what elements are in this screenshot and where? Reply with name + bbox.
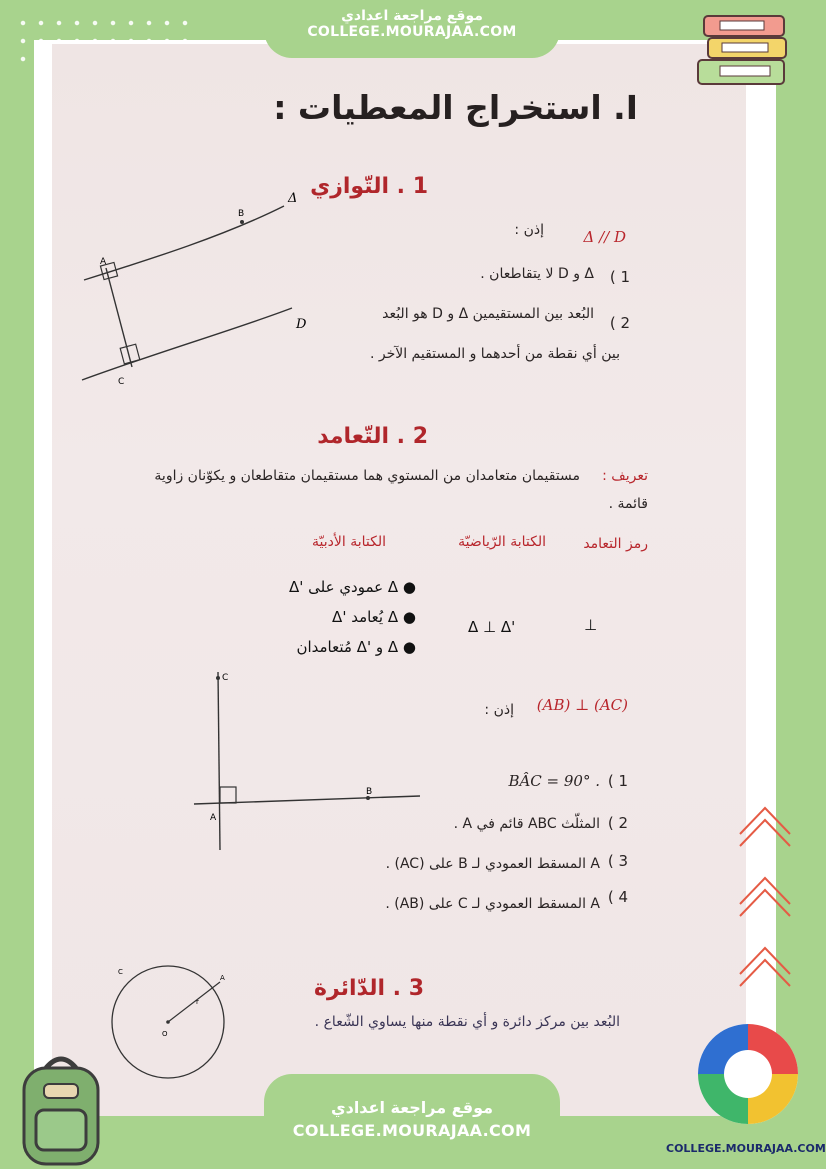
site-logo[interactable] xyxy=(694,1020,802,1128)
bottom-banner[interactable] xyxy=(264,1074,560,1169)
s2-item3-num: 3 ) xyxy=(607,852,628,870)
page-title: I. استخراج المعطيات : xyxy=(273,88,638,127)
section3-line1: البُعد بين مركز دائرة و أي نقطة منها يساوي الشّعاع . xyxy=(314,1014,620,1030)
s2-item2-text: المثلّث ABC قائم في A . xyxy=(453,816,600,832)
bullet-1: ● Δ عمودي على 'Δ xyxy=(288,578,416,596)
fig2-label-a: A xyxy=(210,813,217,823)
bullet-1-text: Δ عمودي على 'Δ xyxy=(288,578,399,596)
section1-item2-line2: بين أي نقطة من أحدهما و المستقيم الآخر . xyxy=(369,346,620,362)
s2-item4-num: 4 ) xyxy=(607,888,628,906)
section1-item2-line1: البُعد بين المستقيمين Δ و D هو البُعد xyxy=(382,306,594,322)
fig2-label-b: B xyxy=(366,787,373,797)
section1-item2-num: 2 ) xyxy=(609,314,630,332)
perp-symbol: ⊥ xyxy=(584,616,598,634)
s2-item2-num: 2 ) xyxy=(607,814,628,832)
fig1-label-b: B xyxy=(238,209,245,219)
section3-heading: 3 . الدّائرة xyxy=(314,976,424,1001)
bottom-banner-url[interactable]: COLLEGE.MOURAJAA.COM xyxy=(292,1121,532,1140)
top-banner[interactable] xyxy=(264,0,560,58)
math-writing: Δ ⊥ Δ' xyxy=(468,618,516,636)
perpendicular-figure xyxy=(190,664,430,854)
section2-def-label: تعريف : xyxy=(602,468,648,484)
fig3-label-a: A xyxy=(220,974,225,982)
bullet-2: ● Δ يُعامد 'Δ xyxy=(332,608,416,626)
fig3-label-o: O xyxy=(162,1030,168,1038)
bottom-banner-arabic: موقع مراجعة اعدادي xyxy=(330,1098,494,1117)
logo-caption[interactable]: COLLEGE.MOURAJAA.COM xyxy=(666,1142,826,1155)
section2-relation: (AB) ⊥ (AC) xyxy=(536,696,628,714)
section2-heading: 2 . التّعامد xyxy=(317,424,428,449)
circle-figure xyxy=(108,952,238,1082)
col-math-header: الكتابة الرّياضيّة xyxy=(458,534,546,550)
col-symbol-header: رمز التعامد xyxy=(583,536,648,552)
bullet-3-text: Δ و 'Δ مُتعامدان xyxy=(296,638,399,656)
top-banner-arabic: موقع مراجعة اعدادي xyxy=(341,8,483,24)
section2-def-line2: قائمة . xyxy=(608,496,648,512)
s2-item1-text: BÂC = 90° . xyxy=(508,772,600,790)
s2-item1-num: 1 ) xyxy=(607,772,628,790)
fig1-label-d: D xyxy=(296,317,307,332)
bullet-3: ● Δ و 'Δ مُتعامدان xyxy=(296,638,416,656)
fig3-label-r: r xyxy=(196,998,199,1006)
backpack-icon xyxy=(6,1048,116,1168)
fig1-label-a: A xyxy=(100,257,107,267)
col-literary-header: الكتابة الأدبيّة xyxy=(312,534,386,550)
fig1-label-delta: Δ xyxy=(288,191,298,206)
section2-intro: إذن : xyxy=(484,702,514,718)
bullet-2-text: Δ يُعامد 'Δ xyxy=(332,608,399,626)
parallel-lines-figure xyxy=(74,180,314,390)
top-banner-url[interactable]: COLLEGE.MOURAJAA.COM xyxy=(307,24,517,40)
section1-item1-num: 1 ) xyxy=(609,268,630,286)
section1-relation: Δ // D xyxy=(583,228,626,246)
section1-item1: Δ و D لا يتقاطعان . xyxy=(480,266,594,282)
fig2-label-c: C xyxy=(222,673,229,683)
section2-def-line1: مستقيمان متعامدان من المستوي هما مستقيمان متقاطعان و يكوّنان زاوية xyxy=(154,468,580,484)
section1-heading: 1 . التّوازي xyxy=(310,174,428,199)
fig3-label-c: C xyxy=(118,968,123,976)
books-icon xyxy=(690,8,800,98)
s2-item4-text: A المسقط العمودي لـ C على (AB) . xyxy=(385,896,600,912)
section1-intro: إذن : xyxy=(514,222,544,238)
fig1-label-c: C xyxy=(118,377,125,387)
s2-item3-text: A المسقط العمودي لـ B على (AC) . xyxy=(385,856,600,872)
chevron-up-icon xyxy=(734,790,796,1030)
